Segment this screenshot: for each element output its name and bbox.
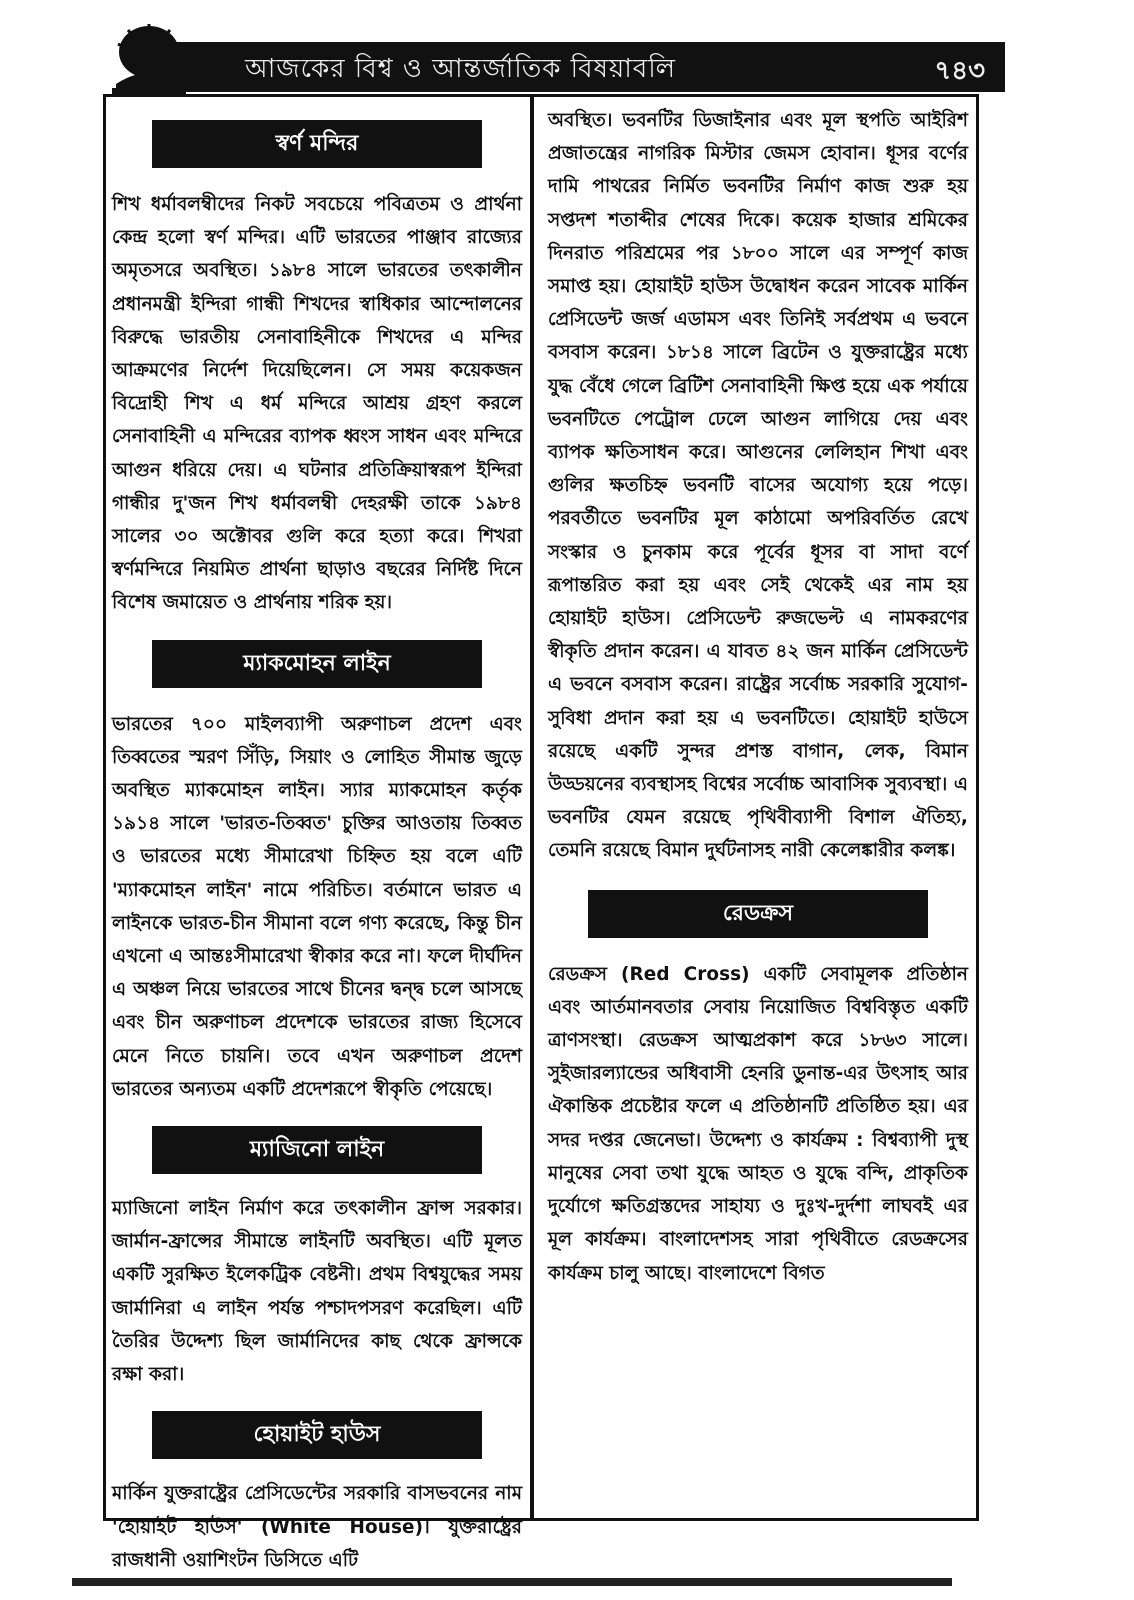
running-header — [150, 42, 1005, 92]
section-heading-maginot-line: ম্যাজিনো লাইন — [152, 1126, 482, 1174]
bottom-rule — [72, 1578, 952, 1586]
section-body-mcmahon-line: ভারতের ৭০০ মাইলব্যাপী অরুণাচল প্রদেশ এবং তিব্বতের স্মরণ সিঁড়ি, সিয়াং ও লোহিত সীমান্ত জুড়ে অবস্থিত ম্যাকমোহন লাইন। স্যার ম্যাকমোহন কর্তৃক ১৯১৪ সালে 'ভারত-তিব্বত' চুক্তির আওতায় তিব্বত ও ভারতের মধ্যে সীমারেখা চিহ্নিত হয় বলে এটি 'ম্যাকমোহন লাইন' নামে পরিচিত। বর্তমানে ভারত এ লাইনকে ভারত-চীন সীমানা বলে গণ্য করেছে, কিন্তু চীন এখনো এ আন্তঃসীমারেখা স্বীকার করে না। ফলে দীর্ঘদিন এ অঞ্চল নিয়ে ভারতের সাথে চীনের দ্বন্দ্ব চলে আসছে এবং চীন অরুণাচল প্রদেশকে ভারতের রাজ্য হিসেবে মেনে নিতে চায়নি। তবে এখন অরুণাচল প্রদেশ ভারতের অন্যতম একটি প্রদেশরূপে স্বীকৃতি পেয়েছে। — [112, 713, 522, 1100]
section-heading-white-house: হোয়াইট হাউস — [152, 1411, 482, 1459]
section-body-maginot-line: ম্যাজিনো লাইন নির্মাণ করে তৎকালীন ফ্রান্স সরকার। জার্মান-ফ্রান্সের সীমান্তে লাইনটি অবস্থিত। এটি মূলত একটি সুরক্ষিত ইলেকট্রিক বেষ্টনী। প্রথম বিশ্বযুদ্ধের সময় জার্মানিরা এ লাইন পর্যন্ত পশ্চাদপসরণ করেছিল। এটি তৈরির উদ্দেশ্য ছিল জার্মানিদের কাছ থেকে ফ্রান্সকে রক্ষা করা। — [112, 1198, 522, 1386]
left-column — [112, 94, 522, 1577]
header-title: আজকের বিশ্ব ও আন্তর্জাতিক বিষয়াবলি — [245, 54, 677, 84]
page-number: ৭৪৩ — [934, 56, 985, 86]
section-heading-red-cross: রেডক্রস — [588, 890, 928, 938]
white-house-continuation: অবস্থিত। ভবনটির ডিজাইনার এবং মূল স্থপতি আইরিশ প্রজাতন্ত্রের নাগরিক মিস্টার জেমস হোবান। ধূসর বর্ণের দামি পাথরের নির্মিত ভবনটির নির্মাণ কাজ শুরু হয় সপ্তদশ শতাব্দীর শেষের দিকে। কয়েক হাজার শ্রমিকের দিনরাত পরিশ্রমের পর ১৮০০ সালে এর সম্পূর্ণ কাজ সমাপ্ত হয়। হোয়াইট হাউস উদ্বোধন করেন সাবেক মার্কিন প্রেসিডেন্ট জর্জ এডামস এবং তিনিই সর্বপ্রথম এ ভবনে বসবাস করেন। ১৮১৪ সালে ব্রিটেন ও যুক্তরাষ্ট্রের মধ্যে যুদ্ধ বেঁধে গেলে ব্রিটিশ সেনাবাহিনী ক্ষিপ্ত হয়ে এক পর্যায়ে ভবনটিতে পেট্রোল ঢেলে আগুন লাগিয়ে দেয় এবং ব্যাপক ক্ষতিসাধন করে। আগুনের লেলিহান শিখা এবং গুলির ক্ষতচিহ্ন ভবনটি বাসের অযোগ্য হয়ে পড়ে। পরবর্তীতে ভবনটির মূল কাঠামো অপরিবর্তিত রেখে সংস্কার ও চুনকাম করে পূর্বের ধূসর বা সাদা বর্ণে রূপান্তরিত করা হয় এবং সেই থেকেই এর নাম হয় হোয়াইট হাউস। প্রেসিডেন্ট রুজভেল্ট এ নামকরণের স্বীকৃতি প্রদান করেন। এ যাবত ৪২ জন মার্কিন প্রেসিডেন্ট এ ভবনে বসবাস করেন। রাষ্ট্রের সর্বোচ্চ সরকারি সুযোগ-সুবিধা প্রদান করা হয় এ ভবনটিতে। হোয়াইট হাউসে রয়েছে একটি সুন্দর প্রশস্ত বাগান, লেক, বিমান উড্ডয়নের ব্যবস্থাসহ বিশ্বের সর্বোচ্চ আবাসিক সুব্যবস্থা। এ ভবনটির যেমন রয়েছে পৃথিবীব্যাপী বিশাল ঐতিহ্য, তেমনি রয়েছে বিমান দুর্ঘটনাসহ নারী কেলেঙ্কারীর কলঙ্ক। — [548, 110, 968, 862]
section-body-red-cross: রেডক্রস (Red Cross) একটি সেবামূলক প্রতিষ্ঠান এবং আর্তমানবতার সেবায় নিয়োজিত বিশ্ববিস্তৃত একটি ত্রাণসংস্থা। রেডক্রস আত্মপ্রকাশ করে ১৮৬৩ সালে। সুইজারল্যান্ডের অধিবাসী হেনরি ডুনান্ত-এর উৎসাহ আর ঐকান্তিক প্রচেষ্টার ফলে এ প্রতিষ্ঠানটি প্রতিষ্ঠিত হয়। এর সদর দপ্তর জেনেভা। উদ্দেশ্য ও কার্যক্রম : বিশ্বব্যাপী দুস্থ মানুষের সেবা তথা যুদ্ধে আহত ও যুদ্ধে বন্দি, প্রাকৃতিক দুর্যোগে ক্ষতিগ্রস্তদের সাহায্য ও দুঃখ-দুর্দশা লাঘবই এর মূল কার্যক্রম। বাংলাদেশসহ সারা পৃথিবীতে রেডক্রসের কার্যক্রম চালু আছে। বাংলাদেশে বিগত — [548, 963, 968, 1284]
section-body-white-house: মার্কিন যুক্তরাষ্ট্রের প্রেসিডেন্টের সরকারি বাসভবনের নাম 'হোয়াইট হাউস' (White House)। যুক্তরাষ্ট্রের রাজধানী ওয়াশিংটন ডিসিতে এটি — [112, 1483, 522, 1571]
section-heading-mcmahon-line: ম্যাকমোহন লাইন — [152, 640, 482, 688]
section-body-golden-temple: শিখ ধর্মাবলম্বীদের নিকট সবচেয়ে পবিত্রতম ও প্রার্থনা কেন্দ্র হলো স্বর্ণ মন্দির। এটি ভারতের পাঞ্জাব রাজ্যের অমৃতসরে অবস্থিত। ১৯৮৪ সালে ভারতের তৎকালীন প্রধানমন্ত্রী ইন্দিরা গান্ধী শিখদের স্বাধিকার আন্দোলনের বিরুদ্ধে ভারতীয় সেনাবাহিনীকে শিখদের এ মন্দির আক্রমণের নির্দেশ দিয়েছিলেন। সে সময় কয়েকজন বিদ্রোহী শিখ এ ধর্ম মন্দিরে আশ্রয় গ্রহণ করলে সেনাবাহিনী এ মন্দিরের ব্যাপক ধ্বংস সাধন এবং মন্দিরে আগুন ধরিয়ে দেয়। এ ঘটনার প্রতিক্রিয়াস্বরূপ ইন্দিরা গান্ধীর দু'জন শিখ ধর্মাবলম্বী দেহরক্ষী তাকে ১৯৮৪ সালের ৩০ অক্টোবর গুলি করে হত্যা করে। শিখরা স্বর্ণমন্দিরে নিয়মিত প্রার্থনা ছাড়াও বছরের নির্দিষ্ট দিনে বিশেষ জমায়েত ও প্রার্থনায় শরিক হয়। — [112, 194, 522, 614]
column-divider — [530, 94, 534, 1521]
section-heading-golden-temple: স্বর্ণ মন্দির — [152, 120, 482, 168]
right-column — [548, 94, 968, 1290]
